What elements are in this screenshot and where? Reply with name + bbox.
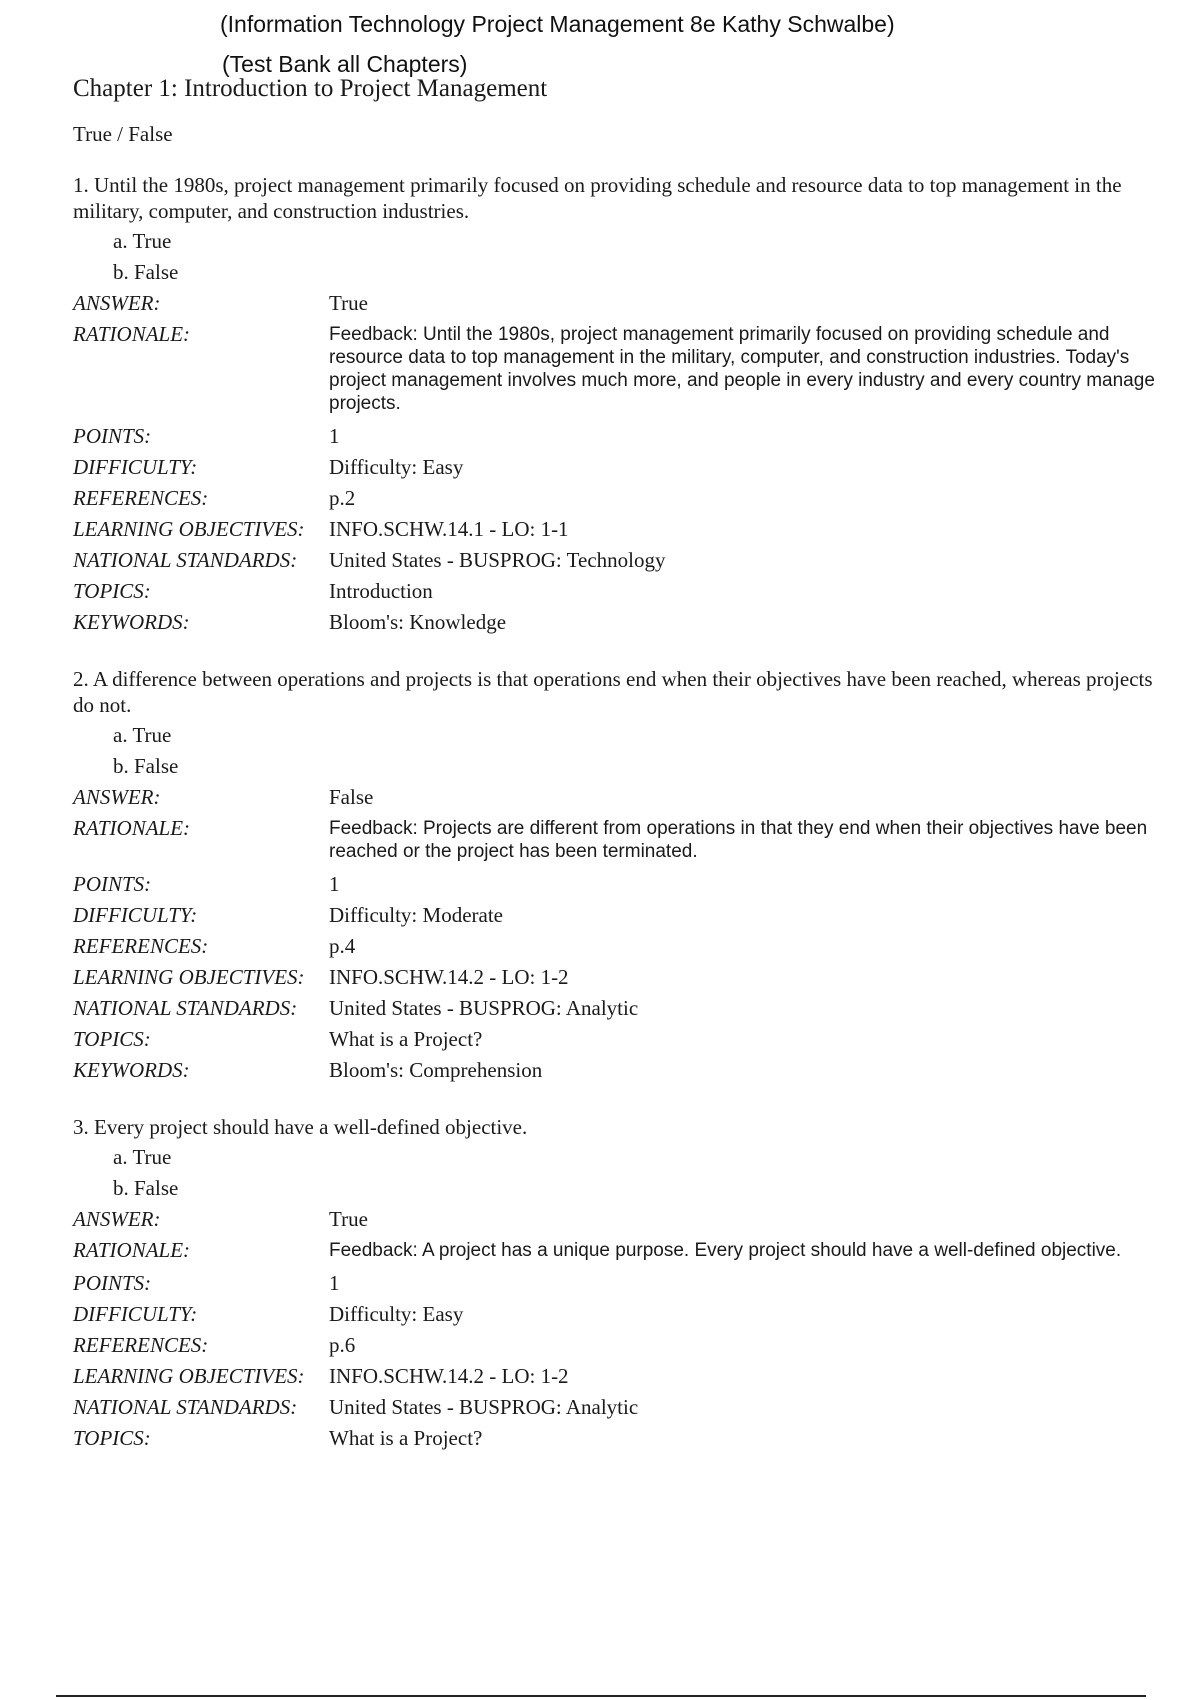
meta-value: False <box>329 785 374 809</box>
meta-value: Bloom's: Comprehension <box>329 1058 543 1082</box>
question-text: 3. Every project should have a well-defined objective. <box>73 1115 528 1139</box>
meta-value: INFO.SCHW.14.2 - LO: 1-2 <box>329 1364 569 1388</box>
meta-value: Feedback: Projects are different from operations in that they end when their objectives have been reached or the project has been terminated. <box>329 818 1148 862</box>
meta-row <box>73 782 1158 813</box>
meta-value: Feedback: Until the 1980s, project management primarily focused on providing schedule and resource data to top management in the military, computer, and construction industries. Today's project management involves much more, and people in every industry and every country manage projects. <box>329 324 1155 414</box>
meta-label: ANSWER: <box>73 785 161 809</box>
answer-option: a. True <box>113 723 172 747</box>
meta-label: KEYWORDS: <box>73 610 190 634</box>
meta-row <box>73 483 1158 514</box>
meta-value: 1 <box>329 1271 340 1295</box>
meta-label: NATIONAL STANDARDS: <box>73 548 298 572</box>
meta-label: KEYWORDS: <box>73 1058 190 1082</box>
meta-label: REFERENCES: <box>73 486 209 510</box>
meta-row <box>73 319 1158 421</box>
meta-label: ANSWER: <box>73 1207 161 1231</box>
meta-row <box>73 1055 1158 1086</box>
meta-label: REFERENCES: <box>73 1333 209 1357</box>
answer-option: b. False <box>113 1176 179 1200</box>
question-block <box>73 666 1158 1086</box>
meta-value: United States - BUSPROG: Analytic <box>329 996 639 1020</box>
answer-option: b. False <box>113 754 179 778</box>
meta-label: DIFFICULTY: <box>73 455 198 479</box>
meta-label: TOPICS: <box>73 1426 151 1450</box>
meta-label: TOPICS: <box>73 579 151 603</box>
meta-row <box>73 288 1158 319</box>
footer-divider <box>56 1695 1146 1697</box>
answer-option: a. True <box>113 229 172 253</box>
meta-row <box>73 452 1158 483</box>
meta-label: DIFFICULTY: <box>73 1302 198 1326</box>
meta-row <box>73 962 1158 993</box>
question-text: 1. Until the 1980s, project management primarily focused on providing schedule and resource data to top management in the military, computer, and construction industries. <box>73 173 1122 223</box>
meta-label: LEARNING OBJECTIVES: <box>73 1364 305 1388</box>
meta-row <box>73 813 1158 869</box>
meta-value: INFO.SCHW.14.2 - LO: 1-2 <box>329 965 569 989</box>
meta-label: RATIONALE: <box>73 1238 191 1262</box>
meta-value: 1 <box>329 872 340 896</box>
meta-label: REFERENCES: <box>73 934 209 958</box>
question-block <box>73 1114 1158 1454</box>
meta-row <box>73 1330 1158 1361</box>
answer-option: a. True <box>113 1145 172 1169</box>
meta-row <box>73 1268 1158 1299</box>
meta-value: What is a Project? <box>329 1027 483 1051</box>
meta-value: Difficulty: Easy <box>329 455 464 479</box>
meta-row <box>73 1299 1158 1330</box>
meta-row <box>73 1024 1158 1055</box>
meta-value: Bloom's: Knowledge <box>329 610 507 634</box>
meta-row <box>73 421 1158 452</box>
meta-row <box>73 993 1158 1024</box>
answer-option: b. False <box>113 260 179 284</box>
meta-row <box>73 607 1158 638</box>
meta-label: RATIONALE: <box>73 322 191 346</box>
meta-label: LEARNING OBJECTIVES: <box>73 517 305 541</box>
chapter-title: Chapter 1: Introduction to Project Management <box>73 75 548 102</box>
meta-value: True <box>329 291 368 315</box>
header-title: (Information Technology Project Management 8e Kathy Schwalbe) <box>220 11 895 37</box>
meta-row <box>73 931 1158 962</box>
meta-label: LEARNING OBJECTIVES: <box>73 965 305 989</box>
meta-row <box>73 900 1158 931</box>
meta-row <box>73 1392 1158 1423</box>
meta-value: United States - BUSPROG: Technology <box>329 548 666 572</box>
meta-label: POINTS: <box>73 1271 152 1295</box>
meta-row <box>73 576 1158 607</box>
meta-row <box>73 1361 1158 1392</box>
meta-value: United States - BUSPROG: Analytic <box>329 1395 639 1419</box>
meta-label: TOPICS: <box>73 1027 151 1051</box>
meta-value: p.2 <box>329 486 356 510</box>
meta-value: p.4 <box>329 934 356 958</box>
meta-label: DIFFICULTY: <box>73 903 198 927</box>
meta-label: POINTS: <box>73 424 152 448</box>
meta-label: POINTS: <box>73 872 152 896</box>
meta-value: Difficulty: Easy <box>329 1302 464 1326</box>
meta-row <box>73 545 1158 576</box>
meta-row <box>73 1423 1158 1454</box>
meta-label: NATIONAL STANDARDS: <box>73 1395 298 1419</box>
meta-value: What is a Project? <box>329 1426 483 1450</box>
meta-row <box>73 514 1158 545</box>
meta-value: Feedback: A project has a unique purpose. Every project should have a well-defined objective. <box>329 1240 1122 1261</box>
meta-value: Introduction <box>329 579 433 603</box>
header-subtitle: (Test Bank all Chapters) <box>222 51 468 77</box>
meta-value: p.6 <box>329 1333 356 1357</box>
meta-value: True <box>329 1207 368 1231</box>
question-list <box>73 172 1158 1482</box>
section-label: True / False <box>73 122 173 146</box>
meta-row <box>73 869 1158 900</box>
meta-row <box>73 1204 1158 1235</box>
meta-label: ANSWER: <box>73 291 161 315</box>
meta-row <box>73 1235 1158 1268</box>
meta-value: INFO.SCHW.14.1 - LO: 1-1 <box>329 517 569 541</box>
question-text: 2. A difference between operations and projects is that operations end when their objectives have been reached, whereas projects do not. <box>73 667 1153 717</box>
meta-value: Difficulty: Moderate <box>329 903 503 927</box>
question-block <box>73 172 1158 638</box>
meta-value: 1 <box>329 424 340 448</box>
meta-label: RATIONALE: <box>73 816 191 840</box>
meta-label: NATIONAL STANDARDS: <box>73 996 298 1020</box>
